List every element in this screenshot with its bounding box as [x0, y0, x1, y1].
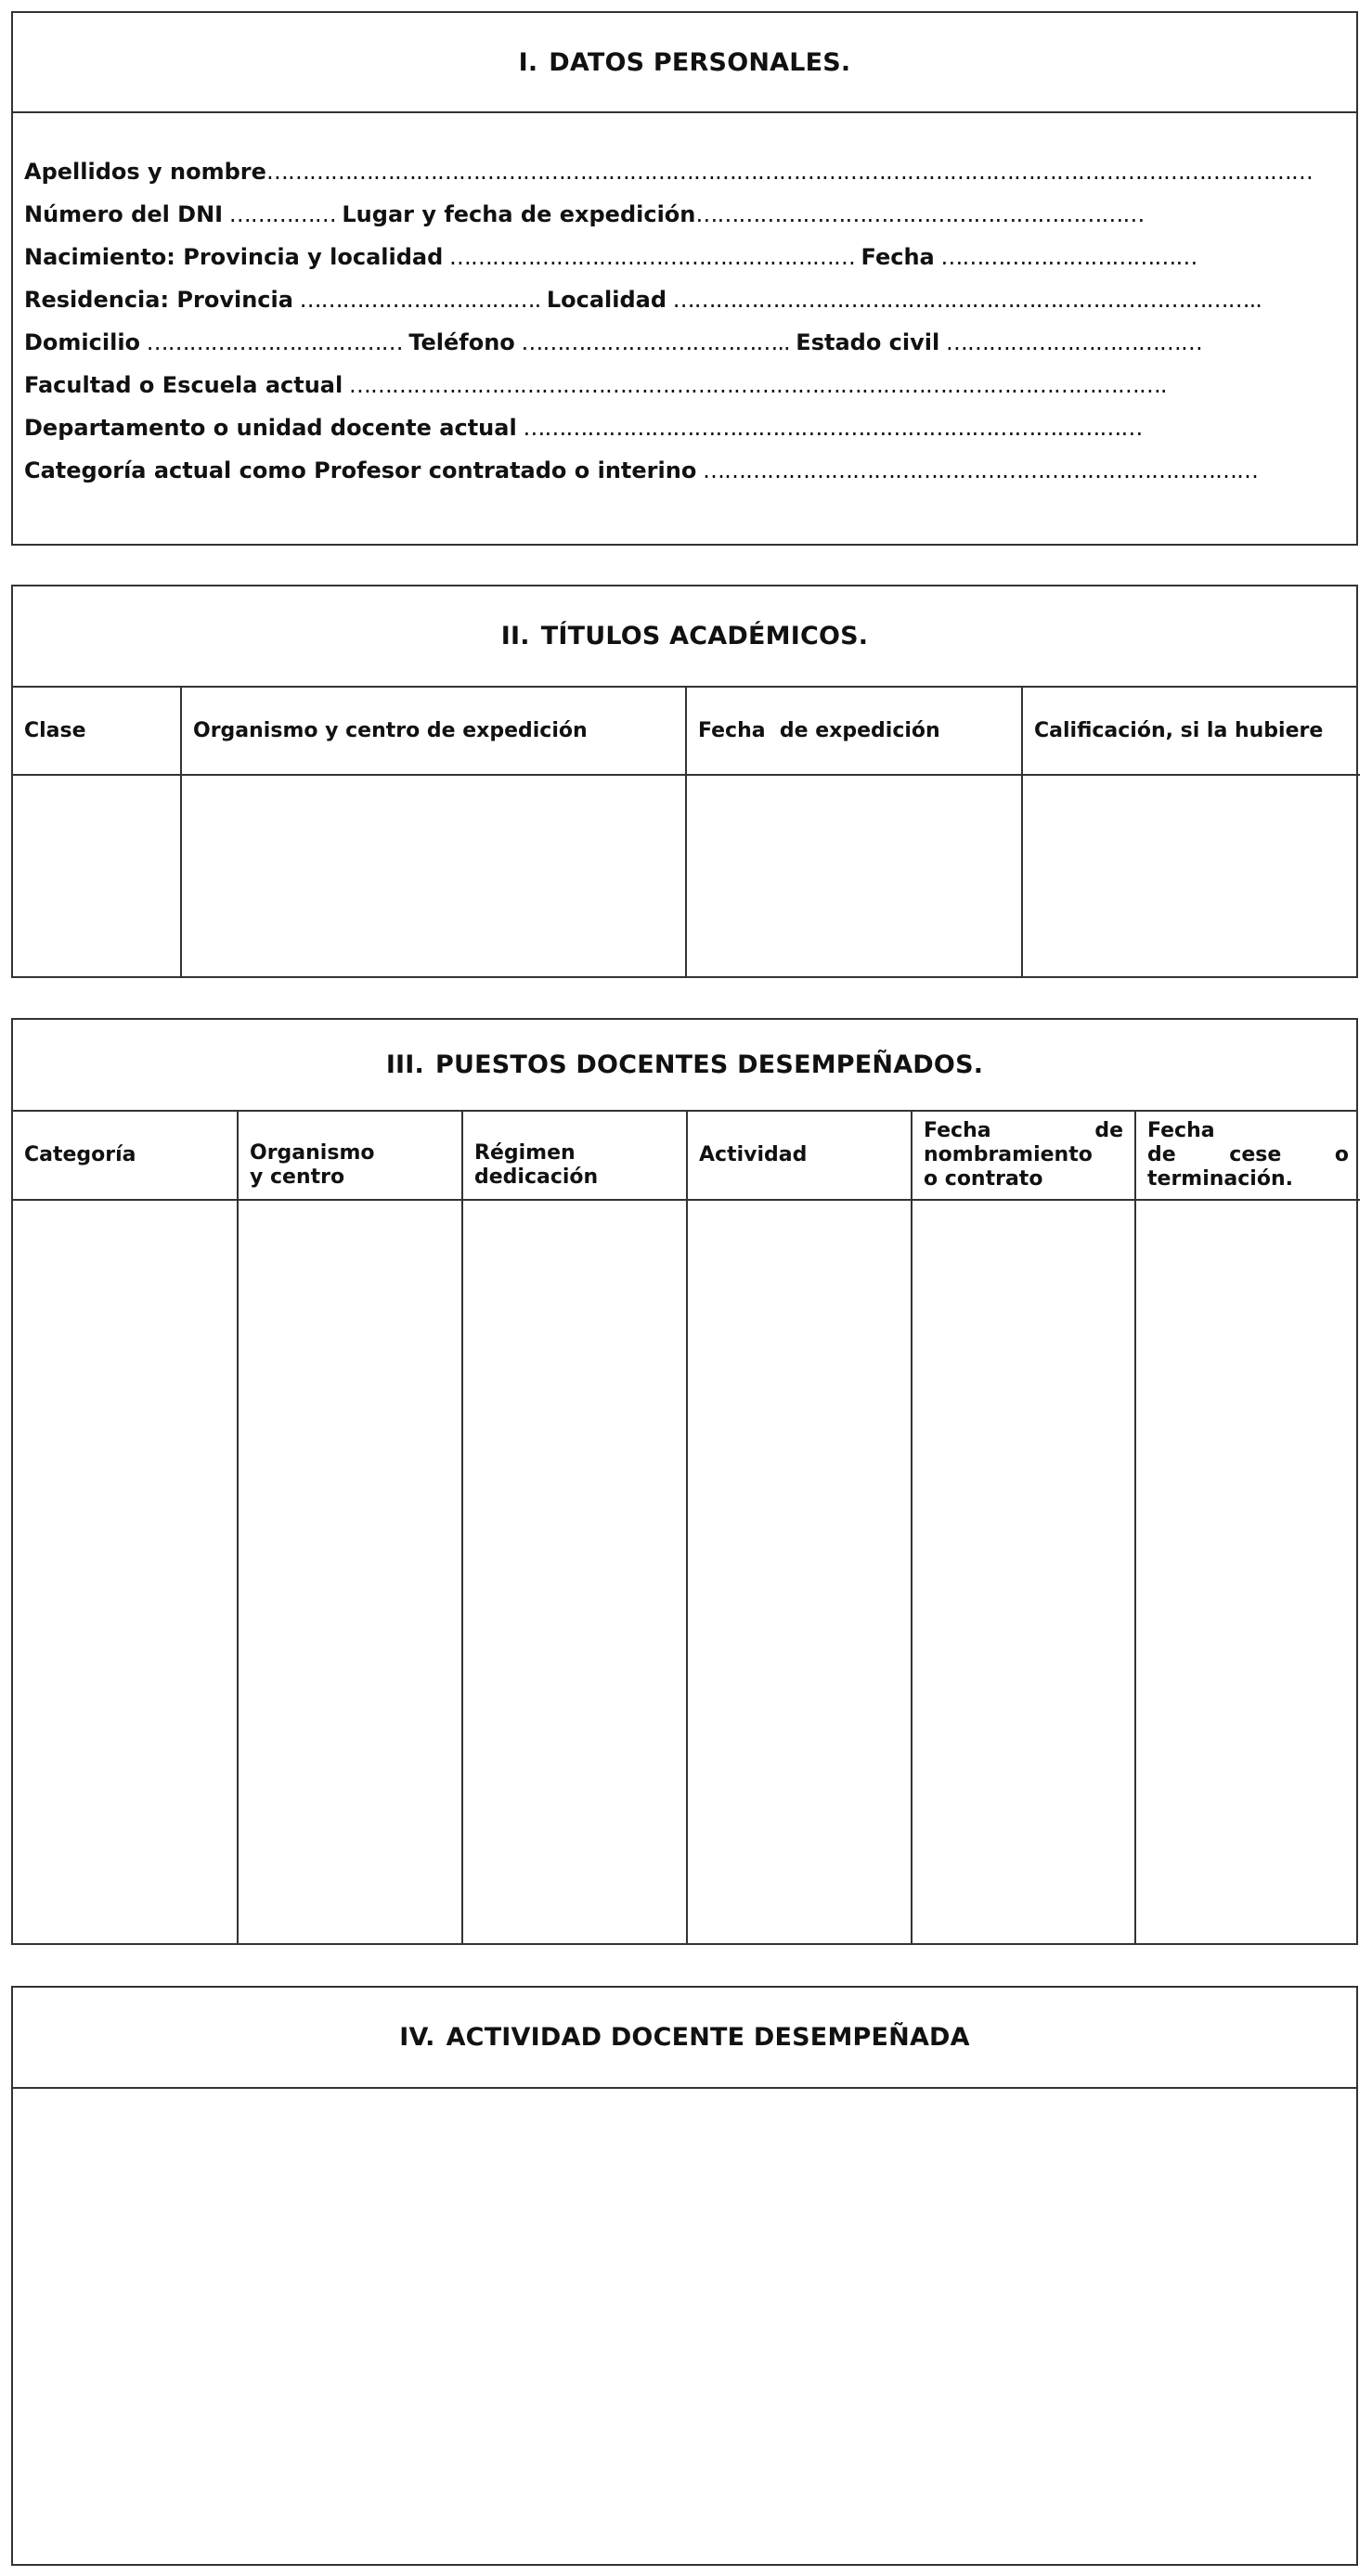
cell-organismo[interactable]: [181, 775, 686, 976]
cell-fecha-cese[interactable]: [1135, 1200, 1360, 1943]
field-line: [24, 150, 1356, 193]
section-titulos-academicos: [11, 585, 1358, 978]
cell-calificacion[interactable]: [1022, 775, 1360, 976]
section-datos-personales: [11, 11, 1358, 546]
field-label: Localidad: [546, 287, 667, 313]
section-number: IV.: [399, 2023, 435, 2052]
cell-categoria[interactable]: [13, 1200, 238, 1943]
cell-regimen[interactable]: [462, 1200, 687, 1943]
section-title: DATOS PERSONALES.: [549, 47, 851, 77]
actividad-docente-area[interactable]: [13, 2089, 1356, 2562]
header-line: Fecha: [1147, 1119, 1215, 1143]
section-title: TÍTULOS ACADÉMICOS.: [540, 622, 869, 650]
header-line: Categoría: [24, 1143, 136, 1167]
section-actividad-docente: [11, 1986, 1358, 2566]
col-calificacion: Calificación, si la hubiere: [1022, 688, 1360, 775]
section-title: PUESTOS DOCENTES DESEMPEÑADOS.: [435, 1050, 984, 1079]
field-label: Apellidos y nombre: [24, 159, 266, 185]
header-line: y centro: [250, 1166, 345, 1189]
header-line: Fecha de: [924, 1119, 1123, 1143]
field-line: [24, 236, 1356, 278]
col-fecha-nombramiento: [912, 1112, 1135, 1200]
cell-organismo[interactable]: [238, 1200, 462, 1943]
fill-in-dots[interactable]: ………………………………: [140, 329, 409, 355]
fill-in-dots[interactable]: ………………………………: [934, 244, 1197, 270]
section-header: [13, 586, 1356, 688]
section-number: II.: [500, 622, 530, 650]
field-label: Nacimiento: Provincia y localidad: [24, 244, 444, 270]
field-label: Número del DNI: [24, 201, 224, 227]
titulos-table: [13, 688, 1360, 976]
header-line: dedicación: [474, 1166, 599, 1189]
fill-in-dots[interactable]: ……………………………………………………………………: [696, 457, 1258, 483]
fill-in-dots[interactable]: ………………………………………………………………………..: [667, 287, 1262, 313]
header-line: Actividad: [699, 1143, 808, 1167]
section-title: ACTIVIDAD DOCENTE DESEMPEÑADA: [446, 2023, 970, 2052]
fill-in-dots[interactable]: …………………………………………………………………………………………………….: [343, 372, 1167, 398]
section-header: [13, 13, 1356, 113]
table-row: [13, 1200, 1360, 1943]
field-label: Categoría actual como Profesor contratado o interino: [24, 457, 697, 483]
field-label: Fecha: [861, 244, 935, 270]
col-organismo-centro: [238, 1112, 462, 1200]
field-line: [24, 193, 1356, 236]
field-label: Lugar y fecha de expedición: [342, 201, 696, 227]
col-fecha-cese: [1135, 1112, 1360, 1200]
header-line: terminación.: [1147, 1166, 1293, 1191]
col-regimen: [462, 1112, 687, 1200]
header-line: Organismo: [250, 1141, 375, 1166]
section-puestos-docentes: [11, 1018, 1358, 1945]
field-label: Residencia: Provincia: [24, 287, 293, 313]
header-line: o contrato: [924, 1166, 1043, 1191]
col-clase: Clase: [13, 688, 181, 775]
section-header: [13, 1988, 1356, 2089]
section-number: I.: [518, 47, 538, 77]
field-line: [24, 321, 1356, 364]
cell-fecha[interactable]: [686, 775, 1022, 976]
field-label: Estado civil: [796, 329, 940, 355]
cell-actividad[interactable]: [687, 1200, 912, 1943]
col-actividad: [687, 1112, 912, 1200]
field-line: [24, 364, 1356, 406]
fill-in-dots[interactable]: ………………………………………………………: [695, 201, 1145, 227]
cell-clase[interactable]: [13, 775, 181, 976]
fill-in-dots[interactable]: …………………………………………………: [443, 244, 861, 270]
section-number: III.: [385, 1050, 425, 1079]
header-line: Régimen: [474, 1141, 576, 1166]
puestos-table: [13, 1112, 1360, 1943]
col-categoria: [13, 1112, 238, 1200]
header-line: nombramiento: [924, 1143, 1093, 1167]
col-fecha-expedicion: Fecha de expedición: [686, 688, 1022, 775]
field-label: Teléfono: [408, 329, 515, 355]
fill-in-dots[interactable]: ……………………………………………………………………………: [516, 415, 1143, 441]
section-header: [13, 1020, 1356, 1112]
field-label: Facultad o Escuela actual: [24, 372, 343, 398]
table-row: [13, 775, 1360, 976]
fill-in-dots[interactable]: ………………………………: [939, 329, 1202, 355]
field-label: Domicilio: [24, 329, 141, 355]
field-line: [24, 449, 1356, 492]
field-label: Departamento o unidad docente actual: [24, 415, 517, 441]
fill-in-dots[interactable]: …………………………….: [292, 287, 547, 313]
cell-fecha-nombramiento[interactable]: [912, 1200, 1135, 1943]
field-line: [24, 278, 1356, 321]
header-line: de cese o: [1147, 1143, 1349, 1167]
fill-in-dots[interactable]: ……………: [223, 201, 343, 227]
fill-in-dots[interactable]: …………………………………………………………………………………………………………………………………: [265, 159, 1313, 185]
fill-in-dots[interactable]: ………………………………..: [514, 329, 796, 355]
col-organismo: Organismo y centro de expedición: [181, 688, 686, 775]
personal-fields: [13, 113, 1356, 492]
field-line: [24, 406, 1356, 449]
